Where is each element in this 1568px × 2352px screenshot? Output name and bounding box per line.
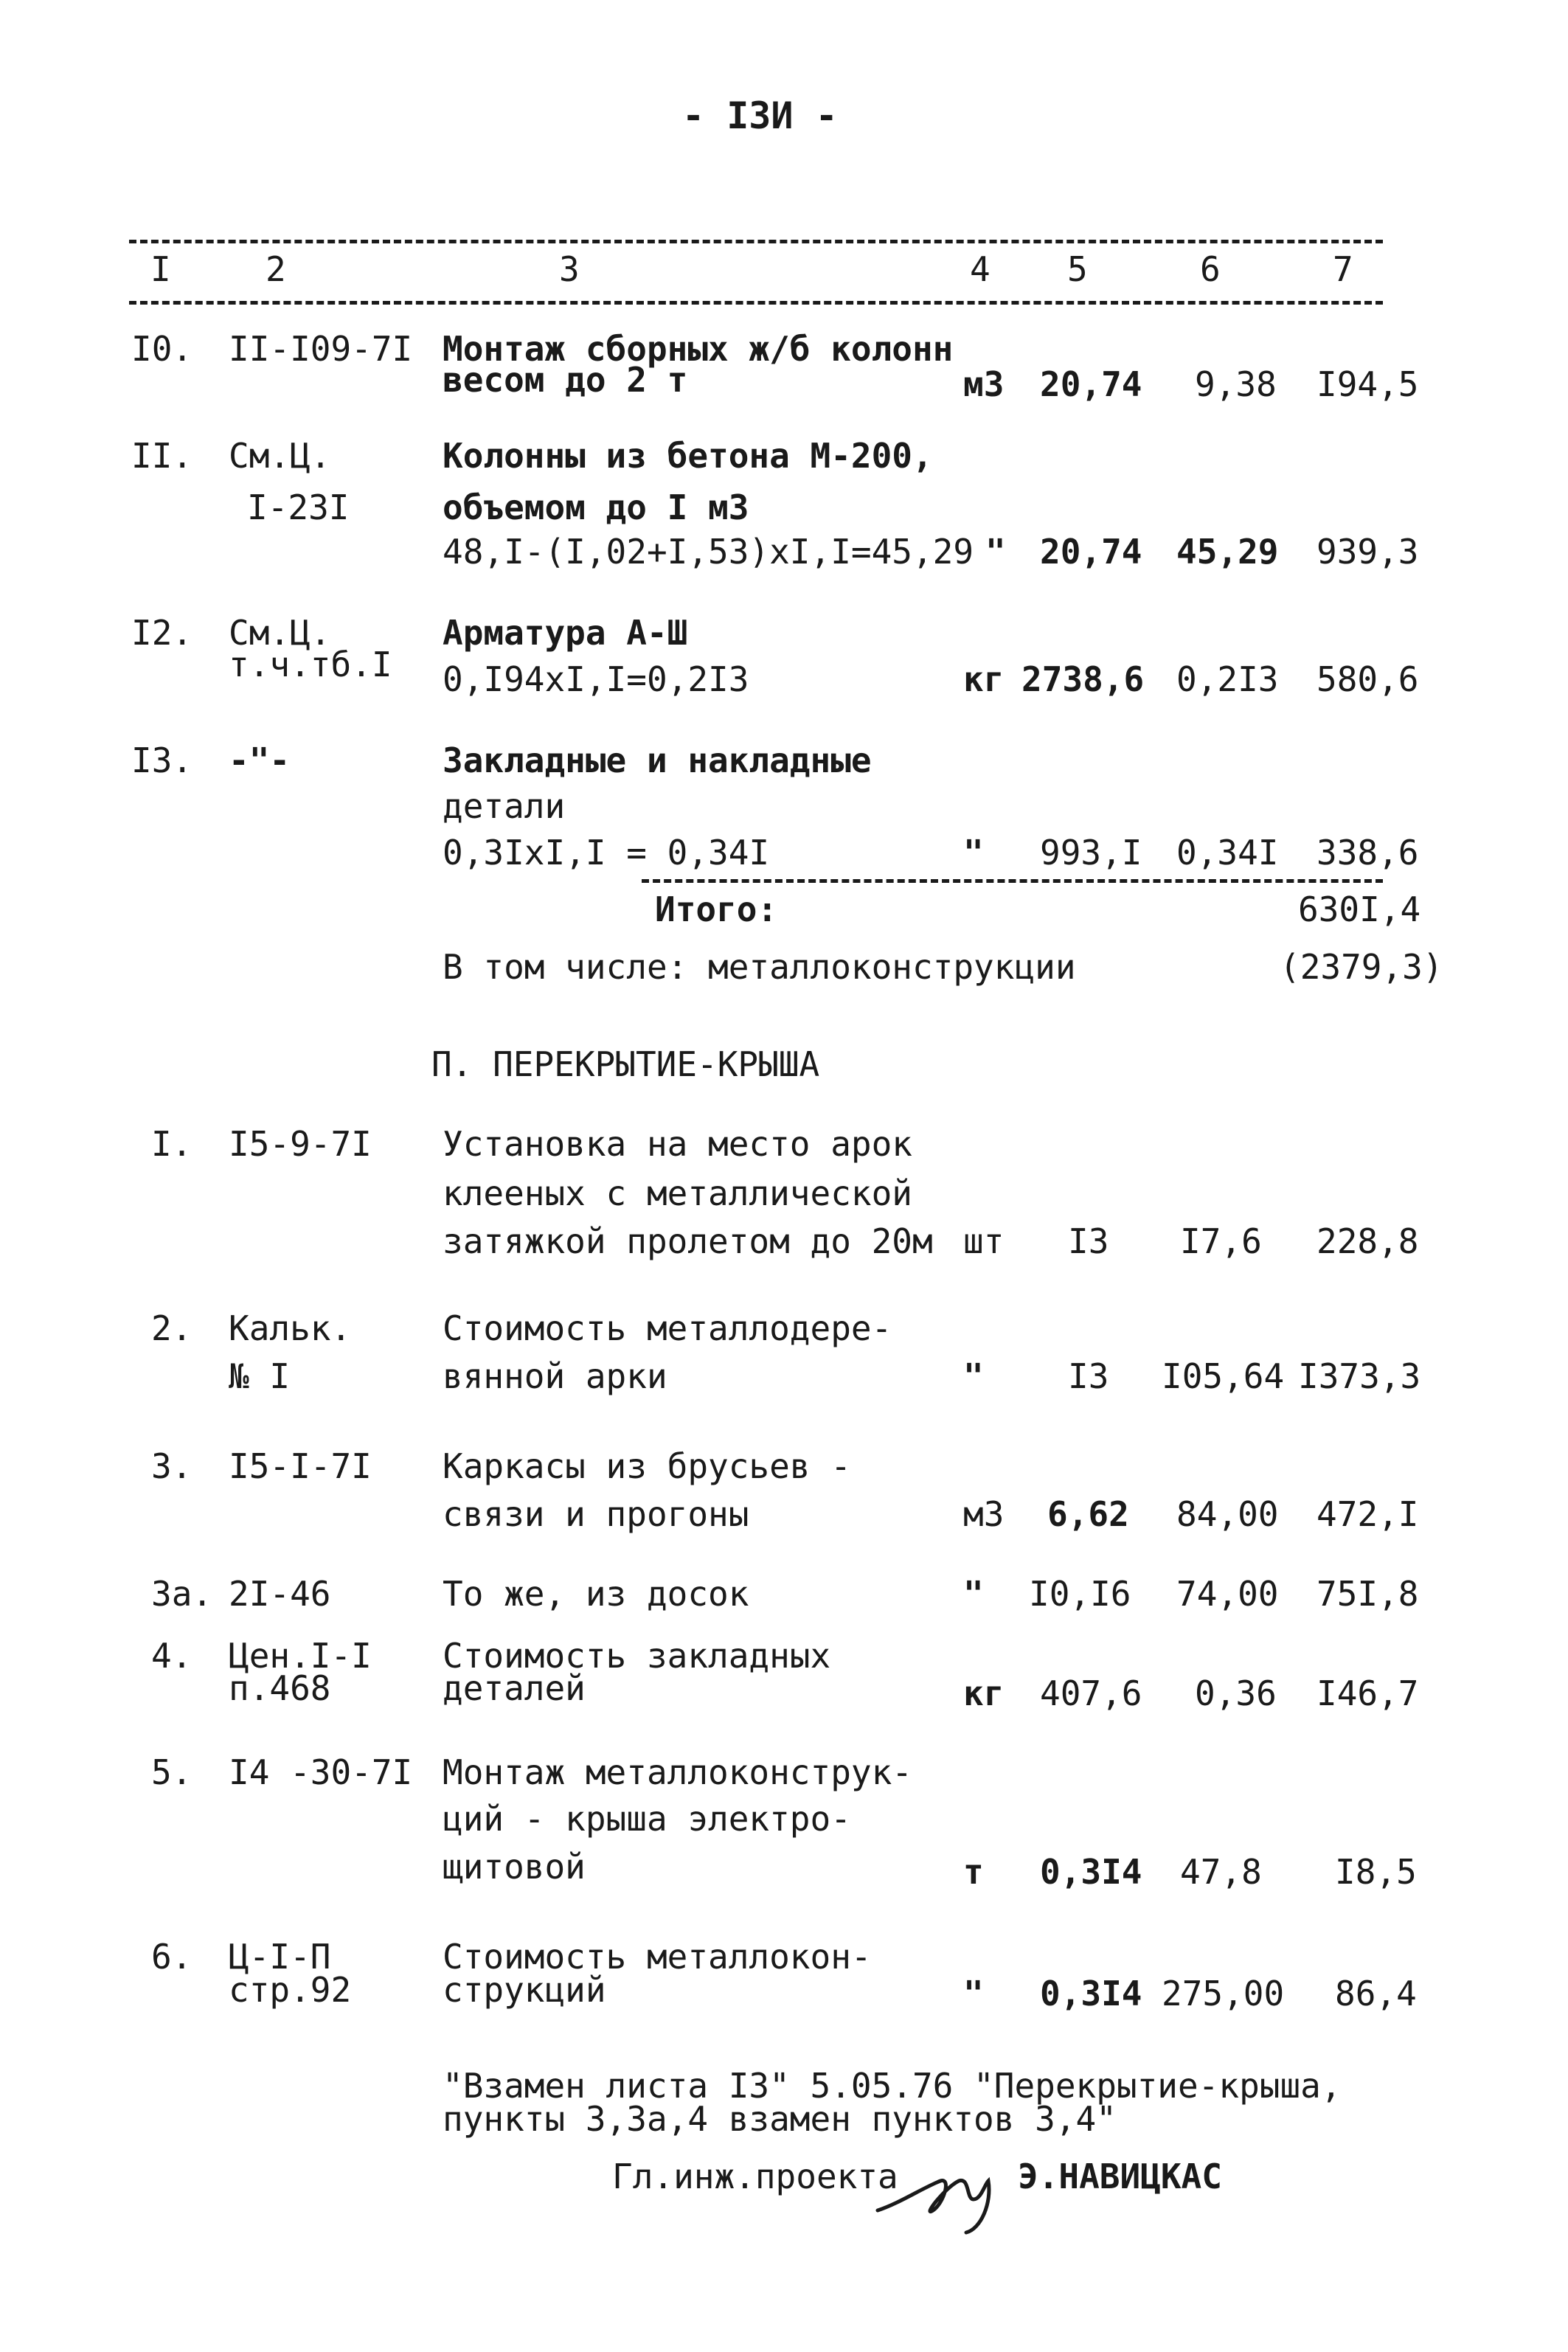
- s2-row-2-total: I373,3: [1298, 1356, 1421, 1396]
- col-header-5: 5: [1067, 249, 1088, 289]
- s2-row-2-line-2: вянной арки: [443, 1356, 667, 1396]
- row-12-price: 0,2I3: [1176, 659, 1279, 699]
- subtotal-note: В том числе: металлоконструкции: [443, 947, 1076, 987]
- row-12-code-1: См.Ц.: [229, 613, 331, 653]
- row-13-total: 338,6: [1317, 833, 1419, 873]
- s2-row-4-price: 0,36: [1195, 1673, 1277, 1713]
- s2-row-3-num: 3.: [151, 1446, 192, 1486]
- row-12-total: 580,6: [1317, 659, 1419, 699]
- s2-row-3-code: I5-I-7I: [229, 1446, 372, 1486]
- s2-row-6-code-1: Ц-I-П: [229, 1937, 331, 1977]
- row-11-num: II.: [131, 436, 193, 476]
- row-12-line-2: 0,I94xI,I=0,2I3: [443, 659, 749, 699]
- s2-row-3-line-1: Каркасы из брусьев -: [443, 1446, 851, 1486]
- col-header-3: 3: [559, 249, 580, 289]
- s2-row-2-num: 2.: [151, 1308, 192, 1348]
- s2-row-5-total: I8,5: [1335, 1852, 1417, 1892]
- row-12-qty: 2738,6: [1021, 659, 1145, 699]
- s2-row-5-line-2: ций - крыша электро-: [443, 1799, 851, 1839]
- col-header-7: 7: [1333, 249, 1353, 289]
- col-header-4: 4: [970, 249, 991, 289]
- footnote-line-2: пункты 3,3а,4 взамен пунктов 3,4": [443, 2099, 1117, 2139]
- row-13-code: -"-: [229, 740, 291, 780]
- s2-row-3-unit: м3: [963, 1494, 1005, 1534]
- s2-row-5-line-3: щитовой: [443, 1847, 586, 1887]
- s2-row-3-price: 84,00: [1176, 1494, 1279, 1534]
- col-header-1: I: [150, 249, 171, 289]
- s2-row-3a-num: 3а.: [151, 1574, 213, 1614]
- s2-row-3a-total: 75I,8: [1317, 1574, 1419, 1614]
- s2-row-5-unit: т: [963, 1852, 984, 1892]
- row-13-price: 0,34I: [1176, 833, 1279, 873]
- s2-row-3-total: 472,I: [1317, 1494, 1419, 1534]
- s2-row-1-line-2: клееных с металлической: [443, 1173, 912, 1213]
- subtotal-value: 630I,4: [1298, 889, 1421, 929]
- row-11-line-1: Колонны из бетона М-200,: [443, 436, 933, 476]
- s2-row-6-line-2: струкций: [443, 1970, 606, 2010]
- s2-row-6-price: 275,00: [1162, 1974, 1285, 2013]
- s2-row-1-num: I.: [151, 1124, 192, 1164]
- s2-row-1-total: 228,8: [1317, 1221, 1419, 1261]
- footnote-line-1: "Взамен листа I3" 5.05.76 "Перекрытие-крыша,: [443, 2066, 1342, 2106]
- s2-row-6-total: 86,4: [1335, 1974, 1417, 2013]
- s2-row-4-num: 4.: [151, 1636, 192, 1676]
- row-11-code-1: См.Ц.: [229, 436, 331, 476]
- s2-row-1-qty: I3: [1068, 1221, 1109, 1261]
- s2-row-2-qty: I3: [1068, 1356, 1109, 1396]
- s2-row-1-price: I7,6: [1180, 1221, 1262, 1261]
- s2-row-6-line-1: Стоимость металлокон-: [443, 1937, 872, 1977]
- s2-row-3a-code: 2I-46: [229, 1574, 331, 1614]
- row-10-code: II-I09-7I: [229, 329, 413, 369]
- row-10-total: I94,5: [1317, 364, 1419, 404]
- row-10-qty: 20,74: [1040, 364, 1142, 404]
- row-13-num: I3.: [131, 740, 193, 780]
- subtotal-rule: [642, 879, 1383, 883]
- subtotal-label: Итого:: [655, 889, 778, 929]
- section-2-title: П. ПЕРЕКРЫТИЕ-КРЫША: [431, 1044, 820, 1084]
- row-11-unit: ": [985, 532, 1006, 572]
- row-11-code-2: I-23I: [247, 488, 350, 527]
- s2-row-2-price: I05,64: [1162, 1356, 1285, 1396]
- s2-row-4-code-1: Цен.I-I: [229, 1636, 372, 1676]
- signature-name: Э.НАВИЦКАС: [1018, 2157, 1222, 2196]
- s2-row-3a-qty: I0,I6: [1029, 1574, 1131, 1614]
- s2-row-3a-price: 74,00: [1176, 1574, 1279, 1614]
- s2-row-3-line-2: связи и прогоны: [443, 1494, 749, 1534]
- row-12-num: I2.: [131, 613, 193, 653]
- s2-row-3-qty: 6,62: [1047, 1494, 1129, 1534]
- s2-row-3a-line-1: То же, из досок: [443, 1574, 749, 1614]
- s2-row-6-qty: 0,3I4: [1040, 1974, 1142, 2013]
- s2-row-2-line-1: Стоимость металлодере-: [443, 1308, 892, 1348]
- header-top-rule: [129, 240, 1383, 243]
- s2-row-4-line-1: Стоимость закладных: [443, 1636, 831, 1676]
- s2-row-4-line-2: деталей: [443, 1668, 586, 1708]
- row-13-line-3: 0,3IxI,I = 0,34I: [443, 833, 770, 873]
- s2-row-6-num: 6.: [151, 1937, 192, 1977]
- header-bottom-rule: [129, 301, 1383, 305]
- s2-row-6-unit: ": [963, 1974, 984, 2013]
- s2-row-3a-unit: ": [963, 1574, 984, 1614]
- row-10-num: I0.: [131, 329, 193, 369]
- subtotal-note-value: (2379,3): [1280, 947, 1443, 987]
- row-11-qty: 20,74: [1040, 532, 1142, 572]
- row-11-total: 939,3: [1317, 532, 1419, 572]
- row-10-price: 9,38: [1195, 364, 1277, 404]
- signature-label: Гл.инж.проекта: [612, 2157, 898, 2196]
- s2-row-5-price: 47,8: [1180, 1852, 1262, 1892]
- row-12-code-2: т.ч.тб.I: [229, 645, 392, 684]
- s2-row-5-num: 5.: [151, 1752, 192, 1792]
- s2-row-5-line-1: Монтаж металлоконструк-: [443, 1752, 912, 1792]
- s2-row-2-code-1: Кальк.: [229, 1308, 352, 1348]
- s2-row-1-line-1: Установка на место арок: [443, 1124, 912, 1164]
- s2-row-6-code-2: стр.92: [229, 1970, 352, 2010]
- s2-row-1-code: I5-9-7I: [229, 1124, 372, 1164]
- row-13-line-2: детали: [443, 786, 566, 826]
- s2-row-1-unit: шт: [963, 1221, 1005, 1261]
- row-12-line-1: Арматура А-Ш: [443, 613, 688, 653]
- row-11-line-2: объемом до I м3: [443, 488, 749, 527]
- s2-row-1-line-3: затяжкой пролетом до 20м: [443, 1221, 933, 1261]
- s2-row-4-code-2: п.468: [229, 1668, 331, 1708]
- s2-row-5-code: I4 -30-7I: [229, 1752, 413, 1792]
- col-header-2: 2: [266, 249, 286, 289]
- col-header-6: 6: [1200, 249, 1221, 289]
- page-number: - I3И -: [682, 94, 838, 137]
- row-11-line-3: 48,I-(I,02+I,53)xI,I=45,29: [443, 532, 974, 572]
- s2-row-2-unit: ": [963, 1356, 984, 1396]
- row-10-line-1: Монтаж сборных ж/б колонн: [443, 329, 954, 369]
- row-12-unit: кг: [963, 659, 1005, 699]
- s2-row-5-qty: 0,3I4: [1040, 1852, 1142, 1892]
- row-13-qty: 993,I: [1040, 833, 1142, 873]
- s2-row-4-qty: 407,6: [1040, 1673, 1142, 1713]
- s2-row-2-code-2: № I: [229, 1356, 291, 1396]
- s2-row-4-total: I46,7: [1317, 1673, 1419, 1713]
- row-11-price: 45,29: [1176, 532, 1279, 572]
- row-13-line-1: Закладные и накладные: [443, 740, 872, 780]
- row-10-unit: м3: [963, 364, 1005, 404]
- signature-scribble: [870, 2135, 1018, 2252]
- s2-row-4-unit: кг: [963, 1673, 1005, 1713]
- row-13-unit: ": [963, 833, 984, 873]
- row-10-line-2: весом до 2 т: [443, 360, 688, 400]
